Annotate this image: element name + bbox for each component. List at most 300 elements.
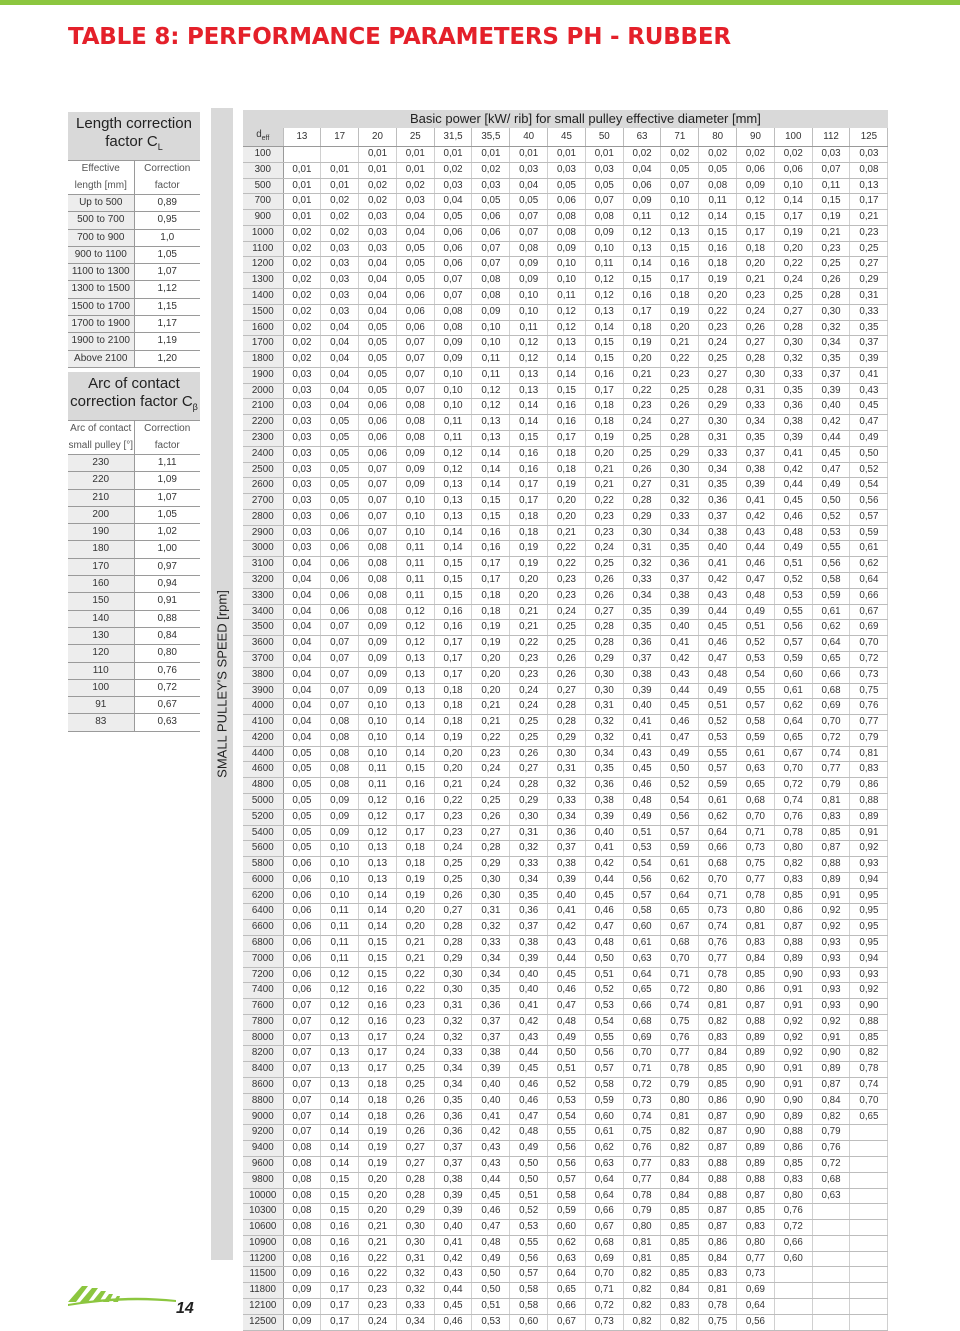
- power-cell: 0,30: [396, 1220, 434, 1236]
- power-cell: 0,23: [396, 1014, 434, 1030]
- table-row: [243, 1156, 888, 1172]
- arc-row: [68, 489, 200, 506]
- length-row-factor: 1,15: [134, 298, 200, 315]
- power-cell: 0,01: [434, 146, 472, 162]
- power-cell: 0,04: [359, 257, 397, 273]
- power-cell: 0,40: [699, 541, 737, 557]
- power-cell: 0,15: [434, 573, 472, 589]
- power-cell: 0,48: [699, 667, 737, 683]
- power-cell: 0,81: [812, 793, 850, 809]
- power-cell: 0,10: [585, 241, 623, 257]
- power-cell: 0,27: [850, 257, 888, 273]
- power-cell: 0,39: [434, 1204, 472, 1220]
- power-cell: 0,44: [699, 604, 737, 620]
- power-cell: 0,22: [774, 257, 812, 273]
- power-cell: 0,58: [510, 1298, 548, 1314]
- power-cell: 0,89: [774, 951, 812, 967]
- power-cell: 0,53: [812, 525, 850, 541]
- power-cell: 0,78: [699, 1298, 737, 1314]
- power-cell: 0,82: [623, 1283, 661, 1299]
- power-cell: 0,19: [585, 431, 623, 447]
- power-cell: 0,83: [737, 1220, 775, 1236]
- power-cell: 0,75: [699, 1314, 737, 1330]
- power-cell: 0,83: [661, 1298, 699, 1314]
- power-cell: 0,16: [661, 257, 699, 273]
- power-cell: 0,81: [661, 1109, 699, 1125]
- power-cell: 0,04: [283, 573, 321, 589]
- power-cell: 0,02: [472, 162, 510, 178]
- power-cell: 0,05: [472, 194, 510, 210]
- power-cell: 0,28: [737, 352, 775, 368]
- power-cell: 0,06: [283, 857, 321, 873]
- power-cell: 0,46: [510, 1093, 548, 1109]
- power-cell: [812, 1220, 850, 1236]
- table-row: [243, 225, 888, 241]
- power-cell: 0,05: [359, 320, 397, 336]
- power-cell: 0,03: [283, 399, 321, 415]
- power-cell: 0,19: [699, 273, 737, 289]
- power-cell: 0,09: [737, 178, 775, 194]
- power-cell: 0,13: [321, 1062, 359, 1078]
- power-cell: 0,08: [396, 431, 434, 447]
- power-cell: 0,45: [510, 1062, 548, 1078]
- power-cell: 0,78: [737, 888, 775, 904]
- arc-row: [68, 697, 200, 714]
- power-cell: 0,02: [359, 178, 397, 194]
- power-cell: 0,05: [434, 210, 472, 226]
- table-row: [243, 573, 888, 589]
- power-cell: 0,35: [510, 888, 548, 904]
- power-cell: 0,62: [774, 699, 812, 715]
- power-cell: 0,24: [396, 1030, 434, 1046]
- power-cell: 0,08: [396, 415, 434, 431]
- power-cell: 0,87: [737, 1188, 775, 1204]
- power-cell: 0,90: [737, 1062, 775, 1078]
- power-cell: 0,20: [737, 257, 775, 273]
- power-cell: 0,93: [812, 951, 850, 967]
- speed-cell: 8200: [243, 1046, 283, 1062]
- power-cell: 0,22: [396, 983, 434, 999]
- speed-cell: 7400: [243, 983, 283, 999]
- power-cell: 0,12: [359, 825, 397, 841]
- power-cell: 0,21: [812, 225, 850, 241]
- power-cell: 0,92: [774, 1030, 812, 1046]
- speed-cell: 7200: [243, 967, 283, 983]
- power-cell: 0,06: [396, 288, 434, 304]
- power-cell: 0,68: [812, 1172, 850, 1188]
- power-cell: 0,13: [472, 415, 510, 431]
- power-cell: 0,34: [623, 588, 661, 604]
- power-cell: 0,34: [472, 967, 510, 983]
- power-cell: 0,38: [472, 1046, 510, 1062]
- table-row: [243, 557, 888, 573]
- speed-cell: 3000: [243, 541, 283, 557]
- diameter-header: 90: [737, 128, 775, 146]
- power-cell: 0,41: [585, 841, 623, 857]
- power-cell: 0,81: [623, 1251, 661, 1267]
- power-cell: 0,21: [472, 699, 510, 715]
- power-cell: 0,13: [396, 651, 434, 667]
- power-cell: 0,38: [774, 415, 812, 431]
- power-cell: 0,10: [359, 699, 397, 715]
- power-cell: 0,10: [434, 383, 472, 399]
- power-cell: 0,14: [510, 399, 548, 415]
- length-correction-table: [68, 112, 200, 368]
- table-row: [243, 541, 888, 557]
- power-cell: 0,07: [321, 683, 359, 699]
- power-cell: 0,87: [812, 841, 850, 857]
- power-cell: 0,36: [548, 825, 586, 841]
- power-cell: 0,28: [396, 1172, 434, 1188]
- power-cell: 0,50: [510, 1172, 548, 1188]
- arc-correction-table: [68, 372, 200, 732]
- power-cell: 0,02: [321, 210, 359, 226]
- power-cell: 0,64: [548, 1267, 586, 1283]
- power-cell: 0,64: [774, 715, 812, 731]
- diameter-header: 45: [548, 128, 586, 146]
- speed-cell: 9400: [243, 1141, 283, 1157]
- power-cell: 0,38: [623, 667, 661, 683]
- power-cell: 0,33: [510, 857, 548, 873]
- power-cell: 0,07: [283, 999, 321, 1015]
- power-cell: 0,19: [434, 730, 472, 746]
- power-cell: 0,32: [396, 1283, 434, 1299]
- power-cell: 0,49: [812, 478, 850, 494]
- power-cell: 0,03: [812, 146, 850, 162]
- power-cell: 0,14: [321, 1141, 359, 1157]
- power-cell: 0,25: [434, 857, 472, 873]
- power-cell: 0,54: [737, 667, 775, 683]
- power-cell: 0,46: [623, 778, 661, 794]
- power-cell: 0,14: [472, 446, 510, 462]
- power-cell: 0,38: [661, 588, 699, 604]
- power-cell: 0,90: [737, 1078, 775, 1094]
- speed-cell: 9600: [243, 1156, 283, 1172]
- power-cell: 0,45: [623, 762, 661, 778]
- power-cell: 0,41: [774, 446, 812, 462]
- power-cell: 0,31: [585, 699, 623, 715]
- power-cell: 0,35: [623, 620, 661, 636]
- power-cell: 0,03: [472, 178, 510, 194]
- power-cell: 0,85: [661, 1204, 699, 1220]
- power-cell: 0,19: [510, 557, 548, 573]
- power-cell: 0,49: [548, 1030, 586, 1046]
- power-cell: 0,10: [359, 715, 397, 731]
- power-cell: 0,45: [434, 1298, 472, 1314]
- power-cell: 0,14: [321, 1093, 359, 1109]
- power-cell: 0,17: [774, 210, 812, 226]
- power-cell: 0,57: [623, 888, 661, 904]
- power-cell: 0,28: [434, 936, 472, 952]
- power-cell: 0,17: [472, 573, 510, 589]
- power-cell: 0,03: [359, 225, 397, 241]
- power-cell: 0,22: [699, 304, 737, 320]
- table-row: [243, 1204, 888, 1220]
- power-cell: 0,06: [283, 904, 321, 920]
- power-cell: 0,84: [661, 1188, 699, 1204]
- power-cell: 0,74: [661, 999, 699, 1015]
- power-cell: 0,05: [283, 825, 321, 841]
- power-cell: 0,03: [283, 383, 321, 399]
- power-cell: 0,34: [396, 1314, 434, 1330]
- basic-power-table: [243, 110, 888, 1331]
- power-cell: 0,25: [699, 352, 737, 368]
- power-cell: 0,04: [283, 620, 321, 636]
- length-row-key: 500 to 700: [68, 212, 134, 229]
- power-cell: 0,43: [472, 1156, 510, 1172]
- power-cell: [774, 1314, 812, 1330]
- power-cell: 0,06: [283, 872, 321, 888]
- power-cell: 0,54: [548, 1109, 586, 1125]
- power-cell: 0,06: [283, 936, 321, 952]
- power-cell: 0,27: [396, 1141, 434, 1157]
- table-row: [243, 683, 888, 699]
- power-cell: 0,54: [623, 857, 661, 873]
- power-cell: 0,35: [774, 383, 812, 399]
- speed-axis-label: SMALL PULLEY'S SPEED [rpm]: [214, 590, 230, 778]
- power-cell: 0,20: [585, 446, 623, 462]
- power-cell: 0,06: [321, 525, 359, 541]
- power-cell: 0,14: [699, 210, 737, 226]
- power-cell: 0,27: [699, 367, 737, 383]
- power-cell: 0,83: [699, 1030, 737, 1046]
- diameter-header: 50: [585, 128, 623, 146]
- arc-row-key: 130: [68, 627, 134, 644]
- power-cell: 0,14: [434, 525, 472, 541]
- power-cell: 0,05: [396, 241, 434, 257]
- power-cell: 0,11: [396, 557, 434, 573]
- power-cell: 0,84: [699, 1046, 737, 1062]
- power-cell: 0,19: [661, 304, 699, 320]
- power-cell: 0,40: [585, 825, 623, 841]
- table-row: [243, 1014, 888, 1030]
- power-cell: 0,89: [737, 1156, 775, 1172]
- power-cell: 0,24: [699, 336, 737, 352]
- power-cell: 0,29: [510, 793, 548, 809]
- power-cell: 0,37: [472, 1030, 510, 1046]
- power-cell: 0,10: [396, 525, 434, 541]
- power-cell: 0,88: [737, 1172, 775, 1188]
- power-cell: 0,29: [850, 273, 888, 289]
- power-cell: 0,33: [774, 367, 812, 383]
- power-cell: 0,01: [548, 146, 586, 162]
- power-cell: 0,03: [283, 541, 321, 557]
- power-cell: 0,57: [850, 509, 888, 525]
- power-cell: 0,52: [548, 1078, 586, 1094]
- diameter-header: 100: [774, 128, 812, 146]
- arc-row-factor: 1,07: [134, 489, 200, 506]
- power-cell: 0,28: [548, 699, 586, 715]
- power-cell: 0,88: [699, 1172, 737, 1188]
- power-cell: 0,92: [812, 904, 850, 920]
- power-cell: 0,07: [585, 194, 623, 210]
- power-cell: 0,88: [737, 1014, 775, 1030]
- power-cell: 0,01: [585, 146, 623, 162]
- power-cell: 0,93: [812, 967, 850, 983]
- power-cell: 0,47: [812, 462, 850, 478]
- power-cell: 0,39: [623, 683, 661, 699]
- power-cell: 0,23: [359, 1283, 397, 1299]
- power-cell: 0,26: [623, 462, 661, 478]
- power-cell: 0,41: [510, 999, 548, 1015]
- power-cell: 0,35: [812, 352, 850, 368]
- power-cell: 0,54: [585, 1014, 623, 1030]
- table-row: [243, 857, 888, 873]
- arc-row-key: 210: [68, 489, 134, 506]
- power-cell: 0,28: [510, 778, 548, 794]
- power-cell: 0,89: [737, 1141, 775, 1157]
- power-cell: 0,66: [623, 999, 661, 1015]
- power-cell: 0,73: [699, 904, 737, 920]
- power-cell: 0,06: [321, 509, 359, 525]
- power-cell: 0,52: [510, 1204, 548, 1220]
- power-cell: 0,44: [548, 951, 586, 967]
- power-cell: 0,13: [585, 304, 623, 320]
- arc-row: [68, 506, 200, 523]
- speed-cell: 5800: [243, 857, 283, 873]
- power-cell: 0,66: [699, 841, 737, 857]
- power-cell: 0,46: [699, 636, 737, 652]
- length-row-factor: 1,05: [134, 246, 200, 263]
- power-cell: 0,82: [699, 1014, 737, 1030]
- power-cell: 0,64: [699, 825, 737, 841]
- power-cell: 0,77: [623, 1156, 661, 1172]
- power-cell: 0,30: [472, 888, 510, 904]
- power-cell: 0,10: [434, 399, 472, 415]
- power-cell: 0,61: [699, 793, 737, 809]
- power-cell: 0,80: [623, 1220, 661, 1236]
- diameter-header: 13: [283, 128, 321, 146]
- power-cell: 0,08: [472, 273, 510, 289]
- power-cell: 0,74: [699, 920, 737, 936]
- arc-row-key: 140: [68, 610, 134, 627]
- power-cell: 0,21: [510, 620, 548, 636]
- power-cell: 0,11: [321, 951, 359, 967]
- arc-row: [68, 662, 200, 679]
- power-cell: 0,07: [396, 352, 434, 368]
- power-cell: 0,08: [359, 557, 397, 573]
- power-cell: 0,59: [661, 841, 699, 857]
- power-cell: 0,23: [661, 367, 699, 383]
- power-cell: 0,22: [623, 383, 661, 399]
- power-cell: 0,56: [548, 1141, 586, 1157]
- power-cell: 0,10: [472, 320, 510, 336]
- diameter-header: 125: [850, 128, 888, 146]
- speed-cell: 1000: [243, 225, 283, 241]
- power-cell: 0,15: [623, 273, 661, 289]
- power-cell: 0,44: [774, 478, 812, 494]
- power-cell: 0,12: [623, 225, 661, 241]
- power-cell: [850, 1188, 888, 1204]
- table-row: [243, 778, 888, 794]
- power-cell: 0,18: [661, 288, 699, 304]
- power-cell: 0,03: [548, 162, 586, 178]
- power-cell: 0,12: [472, 383, 510, 399]
- power-cell: 0,15: [396, 762, 434, 778]
- power-cell: 0,26: [548, 651, 586, 667]
- power-cell: 0,82: [850, 1046, 888, 1062]
- power-cell: 0,71: [661, 967, 699, 983]
- power-cell: [850, 1298, 888, 1314]
- power-cell: 0,45: [661, 699, 699, 715]
- power-cell: 0,43: [661, 667, 699, 683]
- power-cell: 0,78: [661, 1062, 699, 1078]
- power-cell: 0,83: [661, 1156, 699, 1172]
- speed-cell: 7800: [243, 1014, 283, 1030]
- table-row: [243, 1235, 888, 1251]
- arc-row-factor: 1,00: [134, 541, 200, 558]
- power-cell: 0,46: [585, 904, 623, 920]
- power-cell: 0,41: [737, 494, 775, 510]
- power-cell: [850, 1156, 888, 1172]
- power-cell: 0,05: [396, 257, 434, 273]
- power-cell: 0,91: [774, 1078, 812, 1094]
- power-cell: 0,91: [774, 1062, 812, 1078]
- power-cell: 0,08: [359, 573, 397, 589]
- table-row: [243, 967, 888, 983]
- power-cell: 0,60: [623, 920, 661, 936]
- power-cell: 0,34: [737, 415, 775, 431]
- table-row: [243, 1093, 888, 1109]
- power-cell: 0,43: [699, 588, 737, 604]
- power-cell: 0,73: [737, 1267, 775, 1283]
- power-cell: 0,38: [585, 793, 623, 809]
- arc-row: [68, 558, 200, 575]
- power-cell: 0,11: [396, 573, 434, 589]
- power-cell: 0,39: [850, 352, 888, 368]
- power-cell: 0,88: [774, 936, 812, 952]
- power-cell: 0,41: [661, 636, 699, 652]
- power-cell: 0,39: [472, 1062, 510, 1078]
- power-cell: 0,92: [774, 1046, 812, 1062]
- speed-cell: 11200: [243, 1251, 283, 1267]
- power-cell: 0,41: [623, 730, 661, 746]
- power-cell: 0,49: [774, 541, 812, 557]
- power-cell: 0,15: [510, 431, 548, 447]
- power-cell: 0,39: [812, 383, 850, 399]
- power-cell: 0,28: [623, 494, 661, 510]
- power-cell: 0,65: [774, 730, 812, 746]
- power-cell: 0,21: [396, 936, 434, 952]
- power-cell: [812, 1283, 850, 1299]
- power-cell: 0,25: [812, 257, 850, 273]
- speed-cell: 3300: [243, 588, 283, 604]
- power-cell: 0,16: [434, 620, 472, 636]
- power-cell: 0,34: [585, 746, 623, 762]
- power-cell: 0,38: [737, 462, 775, 478]
- speed-cell: 3900: [243, 683, 283, 699]
- power-cell: 0,27: [548, 683, 586, 699]
- power-cell: 0,36: [510, 904, 548, 920]
- power-cell: 0,30: [812, 304, 850, 320]
- power-cell: 0,09: [321, 825, 359, 841]
- power-cell: [850, 1251, 888, 1267]
- power-cell: 0,09: [359, 620, 397, 636]
- speed-cell: 1800: [243, 352, 283, 368]
- power-cell: 0,14: [396, 715, 434, 731]
- power-cell: 0,40: [623, 699, 661, 715]
- power-cell: 0,44: [737, 541, 775, 557]
- power-cell: 0,31: [737, 383, 775, 399]
- power-cell: 0,63: [585, 1156, 623, 1172]
- power-cell: 0,14: [321, 1109, 359, 1125]
- power-cell: 0,64: [850, 573, 888, 589]
- power-cell: 0,29: [585, 651, 623, 667]
- power-cell: 0,93: [812, 999, 850, 1015]
- power-cell: 0,13: [359, 857, 397, 873]
- speed-cell: 3800: [243, 667, 283, 683]
- power-cell: 0,16: [321, 1235, 359, 1251]
